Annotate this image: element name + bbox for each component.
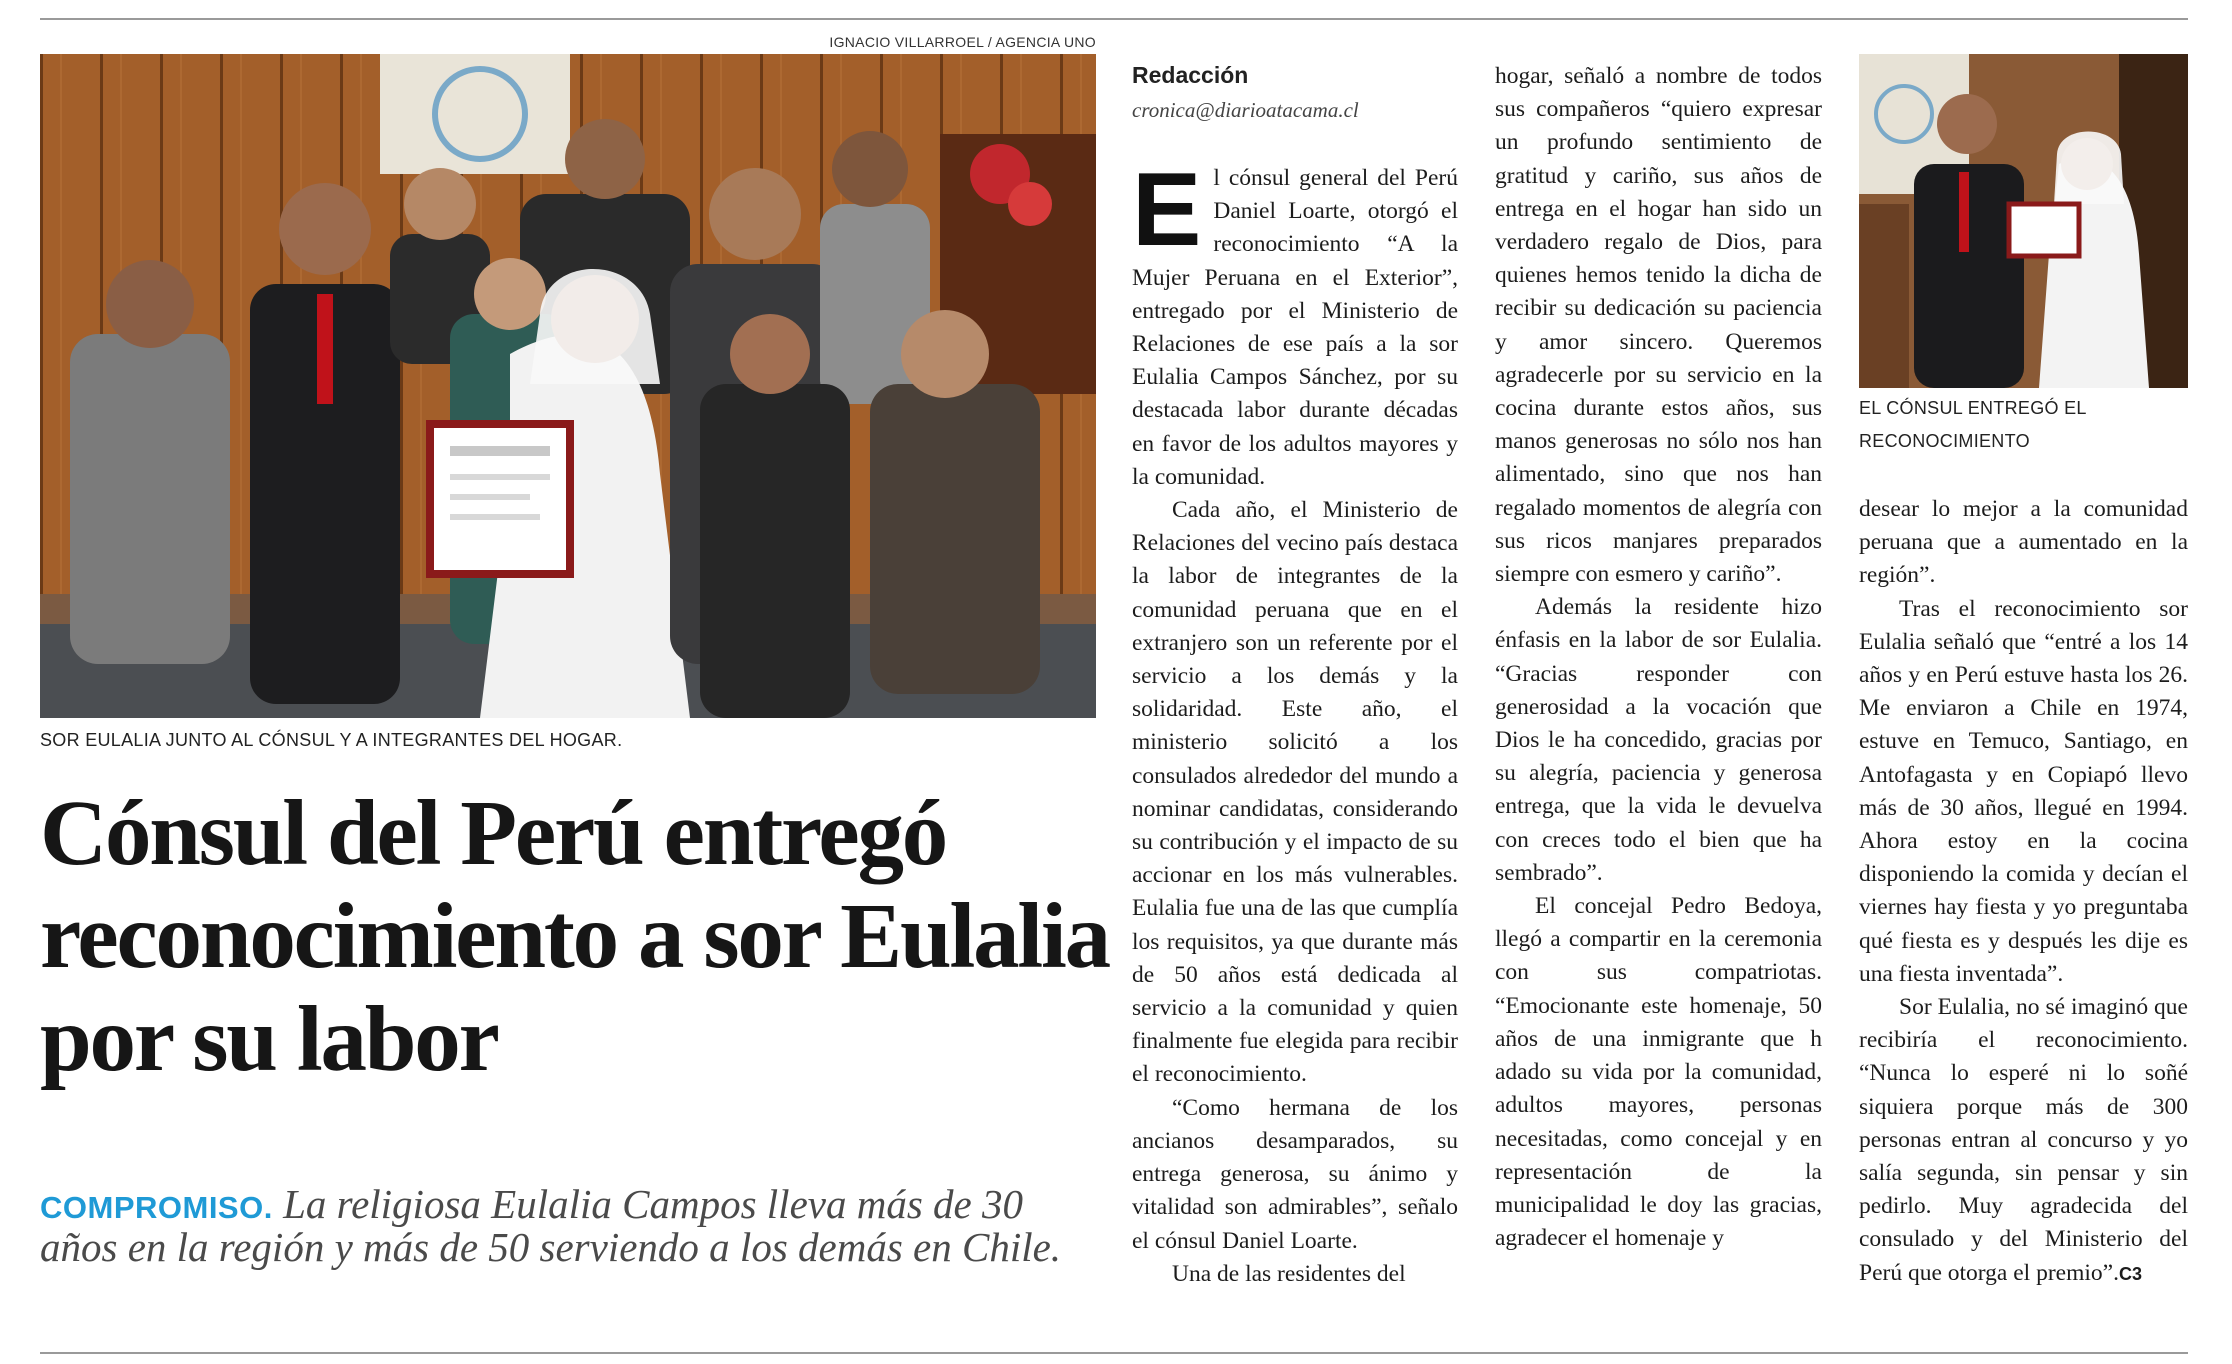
side-photo bbox=[1859, 54, 2188, 388]
article-paragraph: Una de las residentes del bbox=[1172, 1260, 1406, 1287]
byline-author: Redacción bbox=[1132, 62, 1249, 88]
article-paragraph: “Como hermana de los ancianos desamparados, su entrega generosa, su ánimo y vitalidad son admirables”, señalo el cónsul Daniel Loarte. bbox=[1132, 1094, 1458, 1254]
drop-cap: E bbox=[1132, 152, 1202, 268]
end-mark: C3 bbox=[2118, 1263, 2142, 1284]
article-paragraph: desear lo mejor a la comunidad peruana que a aumentado en la región”. bbox=[1859, 496, 2188, 589]
article-paragraph: hogar, señaló a nombre de todos sus compañeros “quiero expresar un profundo sentimiento de gratitud y cariño, sus años de entrega en el hogar han sido un verdadero regalo de Dios, para quienes hemos tenido la dicha de recibir su dedicación su paciencia y amor sincero. Queremos agradecerle por su servicio en la cocina durante estos años, sus manos generosas no sólo nos han alimentado, sino que nos han regalado momentos de alegría con sus ricos manjares preparados siempre con esmero y cariño”. bbox=[1495, 63, 1822, 588]
headline: Cónsul del Perú entregó reconocimiento a sor Eulalia por su labor bbox=[40, 782, 1109, 1092]
deck-text: La religiosa Eulalia Campos lleva más de 30 años en la región y más de 50 serviendo a los demás en Chile. bbox=[40, 1181, 1062, 1271]
article-column-3 bbox=[1859, 493, 2188, 1291]
byline bbox=[1132, 62, 1359, 123]
main-photo-caption: SOR EULALIA JUNTO AL CÓNSUL Y A INTEGRANTES DEL HOGAR. bbox=[40, 730, 623, 750]
article-paragraph: Cada año, el Ministerio de Relaciones del vecino país destaca la labor de integrantes de la comunidad peruana que en el extranjero son un referente por el servicio a los demás y la solidaridad. Este año, el ministerio solicitó a los consulados alrededor del mundo a nominar candidatas, considerando su contribución y el impacto de su accionar en los más vulnerables. Eulalia fue una de las que cumplía los requisitos, ya que durante más de 50 años está dedicada al servicio a la comunidad y quien finalmente fue elegida para recibir el reconocimiento. bbox=[1132, 497, 1458, 1088]
article-column-2 bbox=[1495, 60, 1822, 1255]
side-photo-caption: EL CÓNSUL ENTREGÓ EL RECONOCIMIENTO bbox=[1859, 398, 2087, 452]
article-paragraph: Además la residente hizo énfasis en la labor de sor Eulalia. “Gracias responder con generosidad a la vocación que Dios le ha concedido, gracias por su alegría, paciencia y generosa entrega, que la vida le devuelva con creces todo el bien que ha sembrado”. bbox=[1495, 594, 1822, 886]
article-paragraph: El cónsul general del Perú Daniel Loarte, otorgó el reconocimiento “A la Mujer Peruana en el Exterior”, entregado por el Ministerio de Relaciones de ese país a la sor Eulalia Campos Sánchez, por su destacada labor durante décadas en favor de los adultos mayores y la comunidad. bbox=[1132, 152, 1458, 490]
deck bbox=[40, 1183, 1080, 1270]
main-photo bbox=[40, 54, 1096, 718]
bottom-rule bbox=[40, 1352, 2188, 1354]
article-column-1 bbox=[1132, 152, 1458, 1291]
byline-email: cronica@diarioatacama.cl bbox=[1132, 98, 1359, 122]
top-rule bbox=[40, 18, 2188, 20]
deck-kicker: COMPROMISO. bbox=[40, 1190, 273, 1225]
article-paragraph: Sor Eulalia, no sé imaginó que recibiría el reconocimiento. “Nunca lo esperé ni lo soñé siquiera porque más de 300 personas entran al concurso y yo salía segunda, sin pensar y sin pedirlo. Muy agradecida del consulado y del Ministerio del Perú que otorga el premio”.C3 bbox=[1859, 994, 2188, 1286]
photo-credit: IGNACIO VILLARROEL / AGENCIA UNO bbox=[829, 34, 1096, 50]
article-paragraph: El concejal Pedro Bedoya, llegó a compartir en la ceremonia con sus compatriotas. “Emocionante este homenaje, 50 años de una inmigrante que h adado su vida por la comunidad, adultos mayores, personas necesitadas, como concejal y en representación de la municipalidad le doy las gracias, agradecer el homenaje y bbox=[1495, 893, 1822, 1252]
article-paragraph: Tras el reconocimiento sor Eulalia señaló que “entré a los 14 años y en Perú estuve hasta los 26. Me enviaron a Chile en 1974, estuve en Temuco, Santiago, en Antofagasta y en Copiapó llevo más de 30 años, llegué en 1994. Ahora estoy en la cocina disponiendo la comida y decían el viernes hay fiesta y yo preguntaba qué fiesta es y después les dije es una fiesta inventada”. bbox=[1859, 595, 2188, 987]
